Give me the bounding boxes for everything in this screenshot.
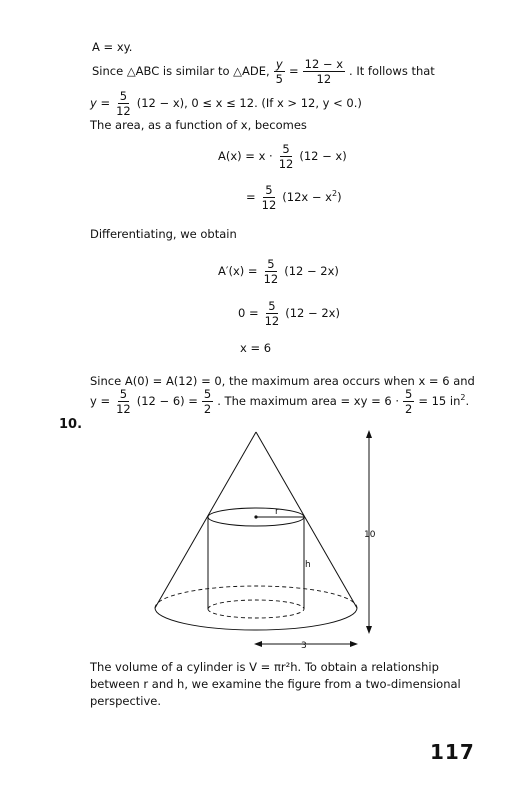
ratio-left-fraction: $\frac{y}{5}$ [275,57,283,87]
height-arrow-top [366,430,372,438]
cone-base-back [155,586,357,608]
similar-prefix: Since △ABC is similar to △ADE, [92,63,270,78]
zero-equation: 0 = $\frac{5}{12}$ (12 − 2x) [238,299,340,329]
similar-triangles-line: Since △ABC is similar to △ADE, $\frac{y}{5}$ = $\frac{12 - x}{12}$ . It follows that [92,57,435,87]
radius-arrow-left [254,641,262,647]
height-arrow-bottom [366,626,372,634]
differentiating-text: Differentiating, we obtain [90,227,237,241]
cylinder-bottom-back [208,600,304,609]
cone-left-side [155,432,256,608]
x-equals-six: x = 6 [240,341,272,355]
radius-arrow-right [350,641,358,647]
ratio-right-fraction: $\frac{12 - x}{12}$ [304,57,344,87]
area-definition: A = xy. [92,40,133,54]
label-radius: 3 [301,641,307,651]
cone-base-front [155,608,357,630]
bottom-text-line-2: between r and h, we examine the figure from a two-dimensional [90,677,461,691]
area-function-text: The area, as a function of x, becomes [90,118,307,132]
bottom-text-line-1: The volume of a cylinder is V = πr²h. To obtain a relationship [90,660,439,674]
y-expression-line: y = $\frac{5}{12}$ (12 − x), 0 ≤ x ≤ 12. (If x > 12, y < 0.) [90,89,362,119]
label-height: 10 [364,530,376,540]
label-h: h [305,560,311,570]
since-a-line: Since A(0) = A(12) = 0, the maximum area occurs when x = 6 and [90,374,475,388]
area-equation: A(x) = x · $\frac{5}{12}$ (12 − x) [218,142,347,172]
final-result-line: y = $\frac{5}{12}$ (12 − 6) = $\frac{5}{2}$ . The maximum area = xy = 6 · $\frac{5}{2}$ = 15 $in^2$. [90,387,470,417]
follows-text: . It follows that [349,63,435,78]
derivative-equation: A′(x) = $\frac{5}{12}$ (12 − 2x) [218,257,339,287]
problem-number: 10. [59,417,83,432]
cylinder-bottom-front [208,609,304,618]
bottom-text-line-3: perspective. [90,694,162,708]
cone-right-side [256,432,357,608]
area-expanded-equation: = $\frac{5}{12}$ $(12x - x^2)$ [246,183,342,213]
label-r: r [275,507,279,517]
page-number: 117 [430,740,475,764]
